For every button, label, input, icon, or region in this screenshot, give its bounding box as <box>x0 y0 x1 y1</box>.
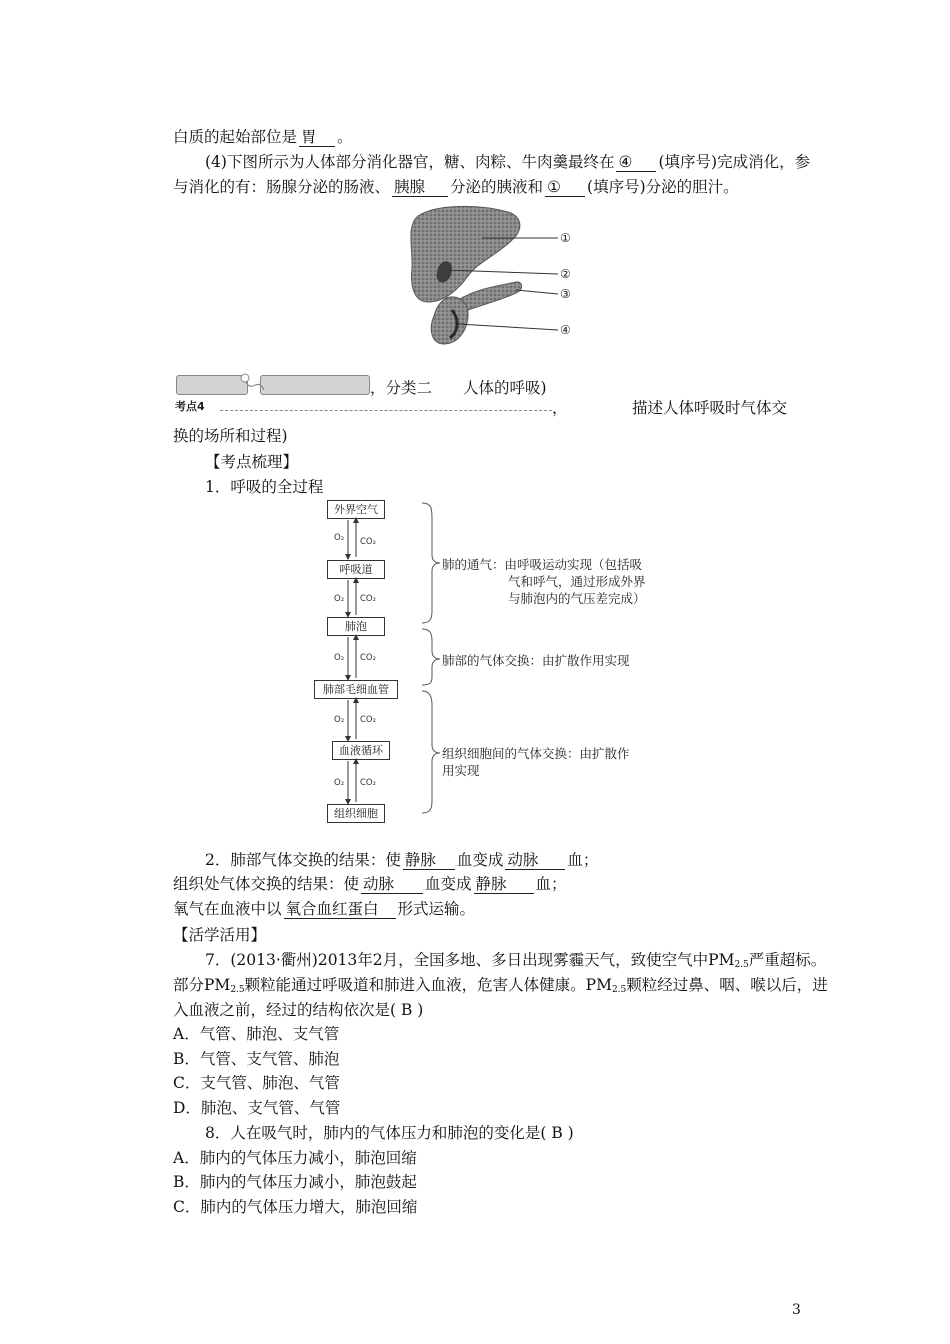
label-co2: CO₂ <box>360 715 377 725</box>
question-text: 与消化的有：肠腺分泌的肠液、 <box>173 178 391 196</box>
question-text: 。 <box>337 128 353 146</box>
answer-blank: ④ <box>616 154 656 172</box>
label-o2: O₂ <box>334 715 345 725</box>
review-heading: 【考点梳理】 <box>205 453 299 471</box>
section-tag: 考点4 <box>175 400 205 413</box>
flow-box-alveoli: 肺泡 <box>327 617 385 636</box>
q8-stem: 8．人在吸气时，肺内的气体压力和肺泡的变化是( B ) <box>205 1124 574 1142</box>
q4-line-1 <box>205 152 810 172</box>
brace-lung-exchange <box>422 629 440 685</box>
pointer-line-4 <box>458 324 558 330</box>
question-text: (填序号)分泌的胆汁。 <box>587 178 739 196</box>
stomach-answer-line <box>173 127 353 147</box>
flow-box-lung-capillary: 肺部毛细血管 <box>314 680 398 699</box>
label-o2: O₂ <box>334 533 345 543</box>
answer-blank: ① <box>545 179 585 197</box>
question-text: 分泌的胰液和 <box>450 178 544 196</box>
question-text: 血变成 <box>425 875 472 893</box>
q8-option-b: B．肺内的气体压力减小，肺泡鼓起 <box>173 1173 417 1191</box>
organ-label-2: ② <box>560 267 571 281</box>
item-1-title: 1．呼吸的全过程 <box>205 478 324 496</box>
pancreas-shape <box>458 282 522 310</box>
note-lung-exchange: 肺部的气体交换：由扩散作用实现 <box>442 653 630 668</box>
label-co2: CO₂ <box>360 537 377 547</box>
question-text: 组织处气体交换的结果：使 <box>173 875 360 893</box>
note-ventilation-1: 肺的通气：由呼吸运动实现（包括吸 <box>442 557 643 572</box>
organ-label-3: ③ <box>560 287 571 301</box>
q7-line-2 <box>173 975 828 1000</box>
answer-blank: 胰腺 <box>392 179 448 197</box>
practice-heading: 【活学活用】 <box>173 926 267 944</box>
note-tissue-exchange-1: 组织细胞间的气体交换：由扩散作 <box>442 746 630 761</box>
q8-option-c: C．肺内的气体压力增大，肺泡回缩 <box>173 1198 418 1216</box>
answer-blank: 动脉 <box>505 852 565 870</box>
digestive-organs-figure <box>398 202 588 362</box>
q7-option-b: B．气管、支气管、肺泡 <box>173 1050 340 1068</box>
q7-line-1 <box>205 950 826 975</box>
section-title: ，分类二 人体的呼吸) <box>370 379 547 397</box>
question-text: 血； <box>567 851 599 869</box>
q4-line-2 <box>173 177 739 197</box>
label-co2: CO₂ <box>360 653 377 663</box>
section-dashed-rule <box>220 410 552 411</box>
question-text: 形式运输。 <box>397 900 476 918</box>
question-text: 部分PM <box>173 976 231 994</box>
q7-option-a: A．气管、肺泡、支气管 <box>173 1025 340 1043</box>
pm-subscript: 2.5 <box>611 985 627 995</box>
pointer-line-3 <box>516 290 558 294</box>
item-2-line-3 <box>173 899 475 919</box>
answer-blank: 动脉 <box>361 876 423 894</box>
question-text: 颗粒能通过呼吸道和肺进入血液，危害人体健康。PM <box>244 976 612 994</box>
question-text: 血； <box>535 875 567 893</box>
question-text: (4)下图所示为人体部分消化器官，糖、肉粽、牛肉羹最终在 <box>205 153 615 171</box>
section-desc-1: 描述人体呼吸时气体交 <box>632 399 788 417</box>
pm-subscript: 2.5 <box>230 985 245 995</box>
brace-tissue-exchange <box>422 691 440 813</box>
page-number: 3 <box>792 1302 801 1318</box>
organ-label-4: ④ <box>560 323 571 337</box>
brace-ventilation <box>422 503 440 623</box>
answer-blank: 胃 <box>299 129 335 147</box>
section-desc-2: 换的场所和过程) <box>173 427 288 445</box>
item-2-line-2 <box>173 874 567 894</box>
question-text: (填序号)完成消化，参 <box>658 153 811 171</box>
question-text: 白质的起始部位是 <box>173 128 298 146</box>
flow-box-blood-circulation: 血液循环 <box>332 741 390 760</box>
note-tissue-exchange-2: 用实现 <box>442 763 480 778</box>
q7-option-d: D．肺泡、支气管、气管 <box>173 1099 341 1117</box>
question-text: 颗粒经过鼻、咽、喉以后，进 <box>626 976 828 994</box>
question-text: 严重超标。 <box>748 951 827 969</box>
q7-line-3: 入血液之前，经过的结构依次是( B ) <box>173 1001 424 1019</box>
question-text: 血变成 <box>456 851 504 869</box>
flow-box-outside-air: 外界空气 <box>327 500 385 519</box>
flow-box-tissue-cells: 组织细胞 <box>327 804 385 823</box>
label-co2: CO₂ <box>360 594 377 604</box>
note-ventilation-3: 与肺泡内的气压差完成） <box>508 591 646 606</box>
label-o2: O₂ <box>334 778 345 788</box>
answer-blank: 氧合血红蛋白 <box>284 901 396 919</box>
flow-box-airway: 呼吸道 <box>327 560 385 579</box>
question-text: 氧气在血液中以 <box>173 900 282 918</box>
item-2-line-1 <box>205 850 598 870</box>
question-text: 7．(2013·衢州)2013年2月，全国多地、多日出现雾霾天气，致使空气中PM <box>205 951 735 969</box>
section-desc-comma: ， <box>552 399 568 417</box>
q7-option-c: C．支气管、肺泡、气管 <box>173 1074 340 1092</box>
note-ventilation-2: 气和呼气，通过形成外界 <box>508 574 646 589</box>
q8-option-a: A．肺内的气体压力减小，肺泡回缩 <box>173 1149 417 1167</box>
answer-blank: 静脉 <box>403 852 455 870</box>
label-o2: O₂ <box>334 653 345 663</box>
organ-label-1: ① <box>560 231 571 245</box>
label-co2: CO₂ <box>360 778 377 788</box>
section-header-bar-right <box>260 375 370 395</box>
question-text: 2．肺部气体交换的结果：使 <box>205 851 401 869</box>
pm-subscript: 2.5 <box>734 960 749 970</box>
answer-blank: 静脉 <box>474 876 534 894</box>
section-header-link-icon <box>238 372 268 396</box>
label-o2: O₂ <box>334 594 345 604</box>
